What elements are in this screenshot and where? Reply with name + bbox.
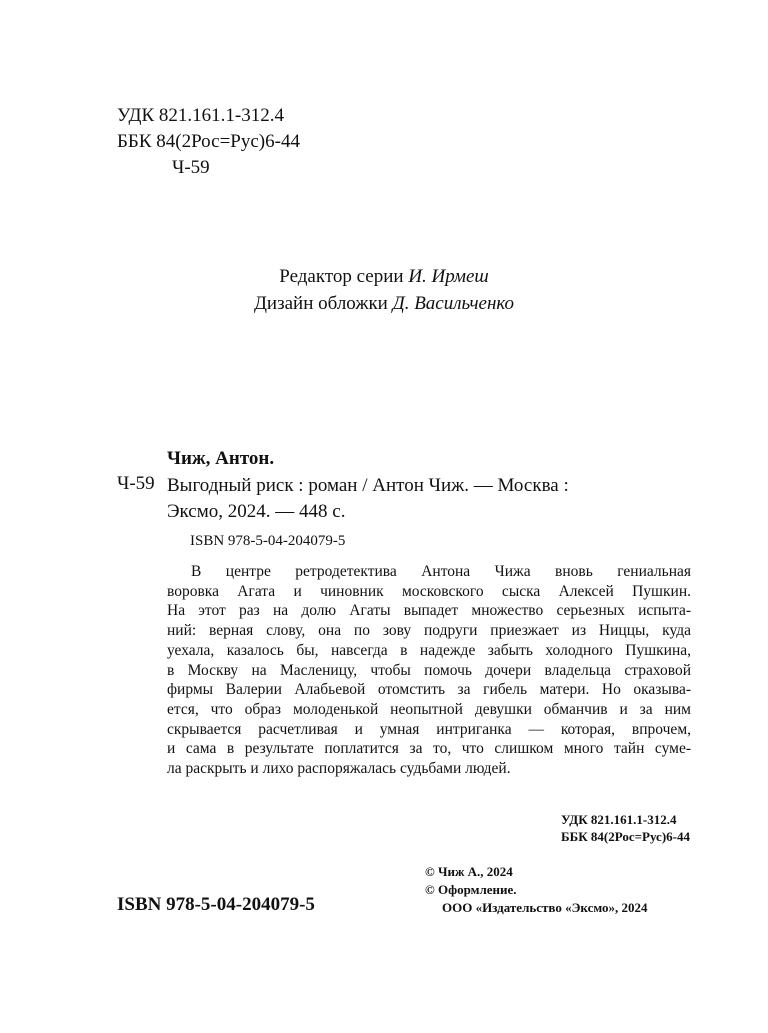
bibliographic-isbn: ISBN 978-5-04-204079-5 [190,533,346,549]
annotation-line: скрывается расчетливая и умная интриганка — которая, впрочем, [167,720,691,738]
bibliographic-title [167,473,569,525]
bbk-code: ББК 84(2Рос=Рус)6-44 [117,131,300,152]
bibliographic-author: Чиж, Антон. [167,448,275,469]
series-editor-line [0,263,768,290]
annotation [167,562,691,779]
annotation-line: ний: верная слову, она по зову подруги приезжает из Ниццы, куда [167,622,691,640]
credits [0,263,768,317]
copyright-design: © Оформление. [425,882,517,897]
cover-design-label: Дизайн обложки [253,293,388,314]
udk-code-small: УДК 821.161.1-312.4 [561,812,677,827]
annotation-line: фирмы Валерии Алабьевой отомстить за гибель матери. Но оказыва- [167,681,691,699]
copyright-author: © Чиж А., 2024 [425,864,513,879]
author-mark: Ч-59 [172,157,210,178]
udk-code: УДК 821.161.1-312.4 [117,105,284,126]
annotation-line: и сама в результате поплатится за то, что слишком много тайн суме- [167,740,691,758]
copyright-block [425,863,648,917]
annotation-line: ется, что образ молоденькой неопытной девушки обманчив и за ним [167,700,691,718]
annotation-line: В центре ретродетектива Антона Чижа вновь гениальная [191,563,691,580]
series-editor-label: Редактор серии [279,266,404,287]
title-line: Эксмо, 2024. — 448 с. [167,501,346,522]
cover-design-name: Д. Васильченко [392,293,515,314]
annotation-line: в Москву на Масленицу, чтобы помочь дочери владельца страховой [167,661,691,679]
bbk-code-small: ББК 84(2Рос=Рус)6-44 [561,829,690,844]
isbn: ISBN 978-5-04-204079-5 [117,894,315,915]
annotation-line: уехала, казалось бы, навсегда в надежде забыть холодного Пушкина, [167,641,691,659]
cover-design-line [0,290,768,317]
annotation-line: ла раскрыть и лихо распоряжалась судьбами людей. [167,760,511,778]
classification-footer [561,811,690,845]
series-editor-name: И. Ирмеш [408,266,489,287]
title-line: Выгодный риск : роман / Антон Чиж. — Москва : [167,475,569,496]
bibliographic-author-mark: Ч-59 [117,473,155,494]
publisher: ООО «Издательство «Эксмо», 2024 [442,900,648,915]
classification-header [117,103,300,181]
annotation-line: воровка Агата и чиновник московского сыска Алексей Пушкин. [167,582,691,600]
annotation-line: На этот раз на долю Агаты выпадет множество серьезных испыта- [167,602,691,620]
